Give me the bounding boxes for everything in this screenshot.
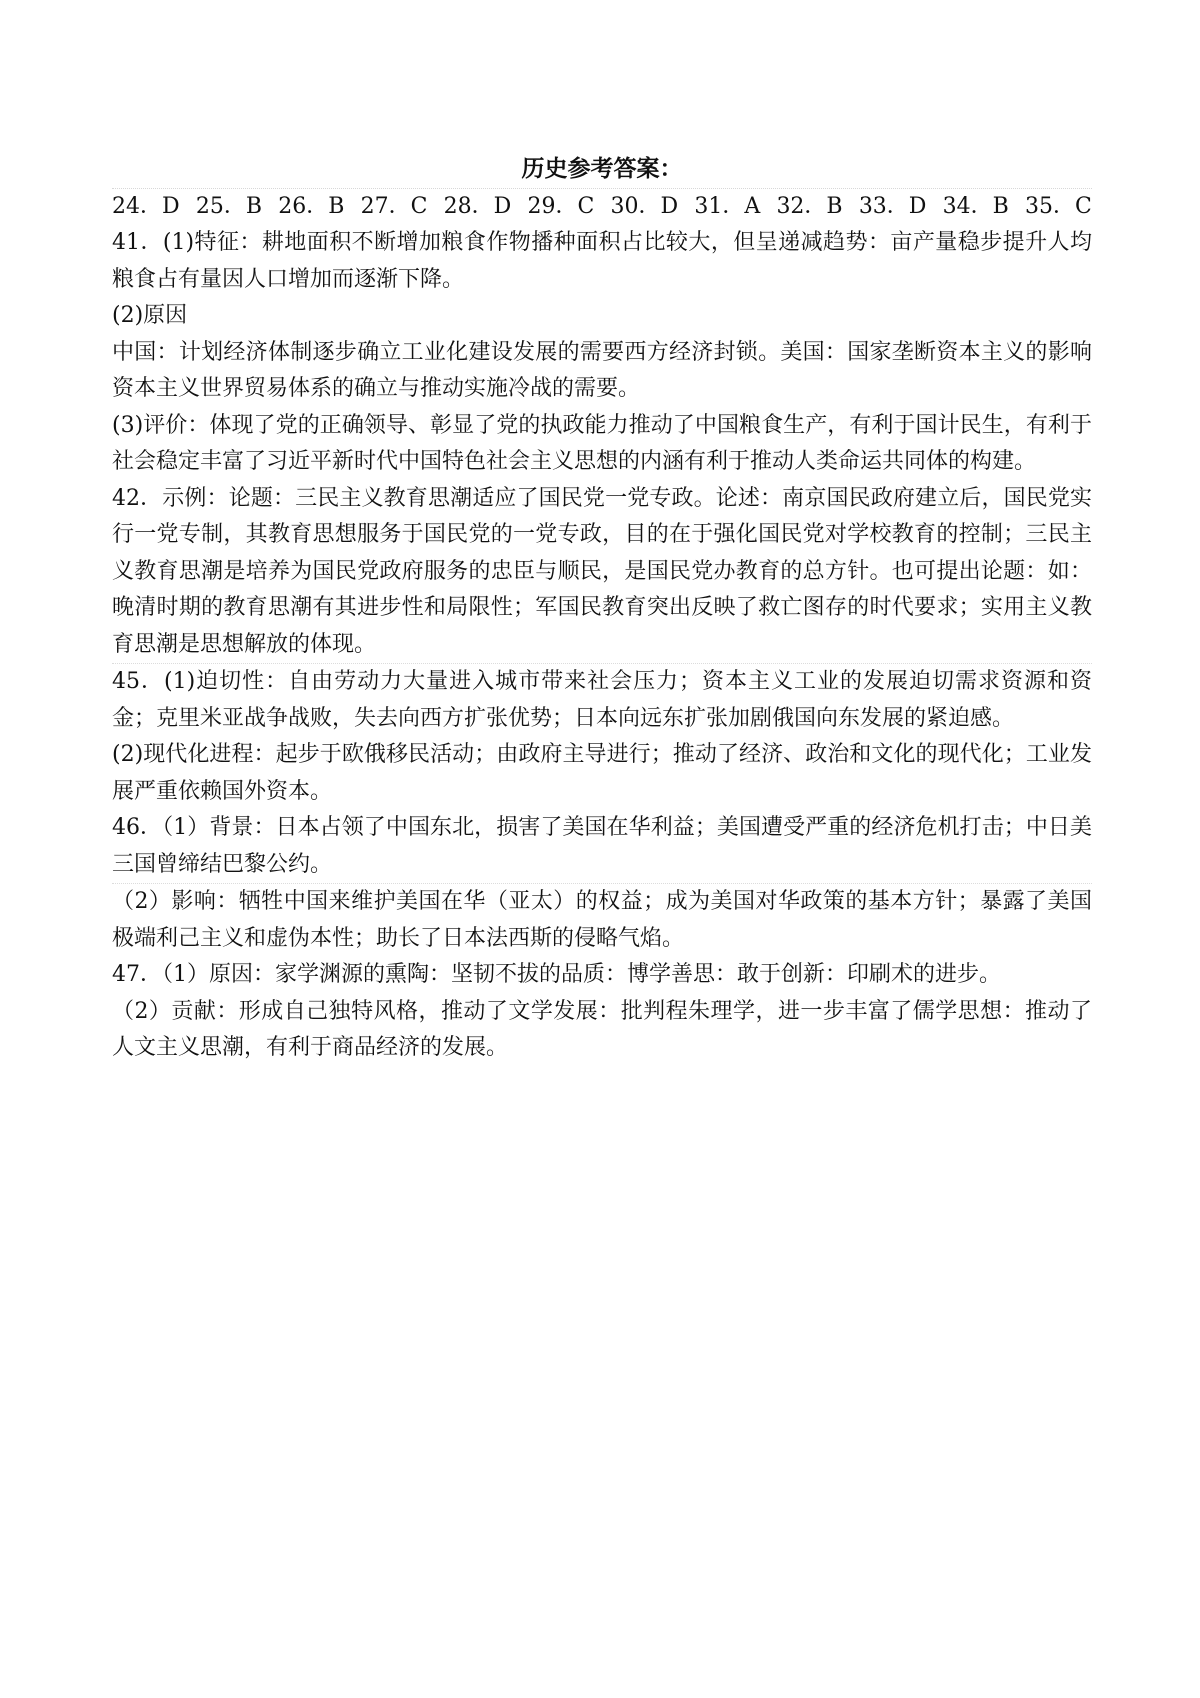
mc-answer: 34．B (942, 194, 1009, 219)
mc-answer: 27．C (360, 194, 428, 219)
mc-answer: 29．C (527, 194, 595, 219)
mc-answer: 26．B (278, 194, 345, 219)
multiple-choice-answers (112, 189, 1092, 225)
answer-45-part2: (2)现代化进程：起步于欧俄移民活动；由政府主导进行；推动了经济、政治和文化的现代化；工业发展严重依赖国外资本。 (112, 742, 1092, 804)
answer-42: 42．示例：论题：三民主义教育思潮适应了国民党一党专政。论述：南京国民政府建立后，国民党实行一党专制，其教育思想服务于国民党的一党专政，目的在于强化国民党对学校教育的控制；三民主义教育思潮是培养为国民党政府服务的忠臣与顺民，是国民党办教育的总方针。也可提出论题：如：晚清时期的教育思潮有其进步性和局限性；军国民教育突出反映了救亡图存的时代要求；实用主义教育思潮是思想解放的体现。 (112, 485, 1092, 657)
answer-47-part2: （2）贡献：形成自己独特风格，推动了文学发展：批判程朱理学，进一步丰富了儒学思想：推动了人文主义思潮，有利于商品经济的发展。 (112, 998, 1092, 1060)
mc-answer: 25．B (195, 194, 263, 219)
mc-answer: 35．C (1025, 194, 1092, 219)
answer-47-part1: 47．（1）原因：家学渊源的熏陶：坚韧不拔的品质：博学善思：敢于创新：印刷术的进步。 (112, 962, 1001, 987)
mc-answer: 24．D (112, 194, 180, 219)
mc-answer: 33．D (858, 194, 927, 219)
mc-answer: 30．D (610, 194, 679, 219)
mc-answer: 32．B (776, 194, 843, 219)
answer-46-part2: （2）影响：牺牲中国来维护美国在华（亚太）的权益；成为美国对华政策的基本方针；暴露了美国极端利己主义和虚伪本性；助长了日本法西斯的侵略气焰。 (112, 883, 1092, 957)
answer-41-part3: (3)评价：体现了党的正确领导、彰显了党的执政能力推动了中国粮食生产，有利于国计民生，有利于社会稳定丰富了习近平新时代中国特色社会主义思想的内涵有利于推动人类命运共同体的构建。 (112, 412, 1092, 474)
page-title: 历史参考答案： (112, 150, 1092, 189)
answer-document (112, 150, 1092, 1067)
mc-answer: 28．D (443, 194, 512, 219)
answer-41-part1: 41．(1)特征：耕地面积不断增加粮食作物播种面积占比较大，但呈递减趋势：亩产量稳步提升人均粮食占有量因人口增加而逐渐下降。 (112, 230, 1092, 292)
answer-41-part2-body: 中国：计划经济体制逐步确立工业化建设发展的需要西方经济封锁。美国：国家垄断资本主义的影响资本主义世界贸易体系的确立与推动实施冷战的需要。 (112, 339, 1092, 401)
mc-answer: 31．A (694, 194, 761, 219)
answer-46-part1: 46．（1）背景：日本占领了中国东北，损害了美国在华利益；美国遭受严重的经济危机打击；中日美三国曾缔结巴黎公约。 (112, 815, 1092, 877)
answer-45-part1: 45．(1)迫切性：自由劳动力大量进入城市带来社会压力；资本主义工业的发展迫切需求资源和资金；克里米亚战争战败，失去向西方扩张优势；日本向远东扩张加剧俄国向东发展的紧迫感。 (112, 663, 1092, 737)
answer-41-part2-heading: (2)原因 (112, 303, 188, 328)
